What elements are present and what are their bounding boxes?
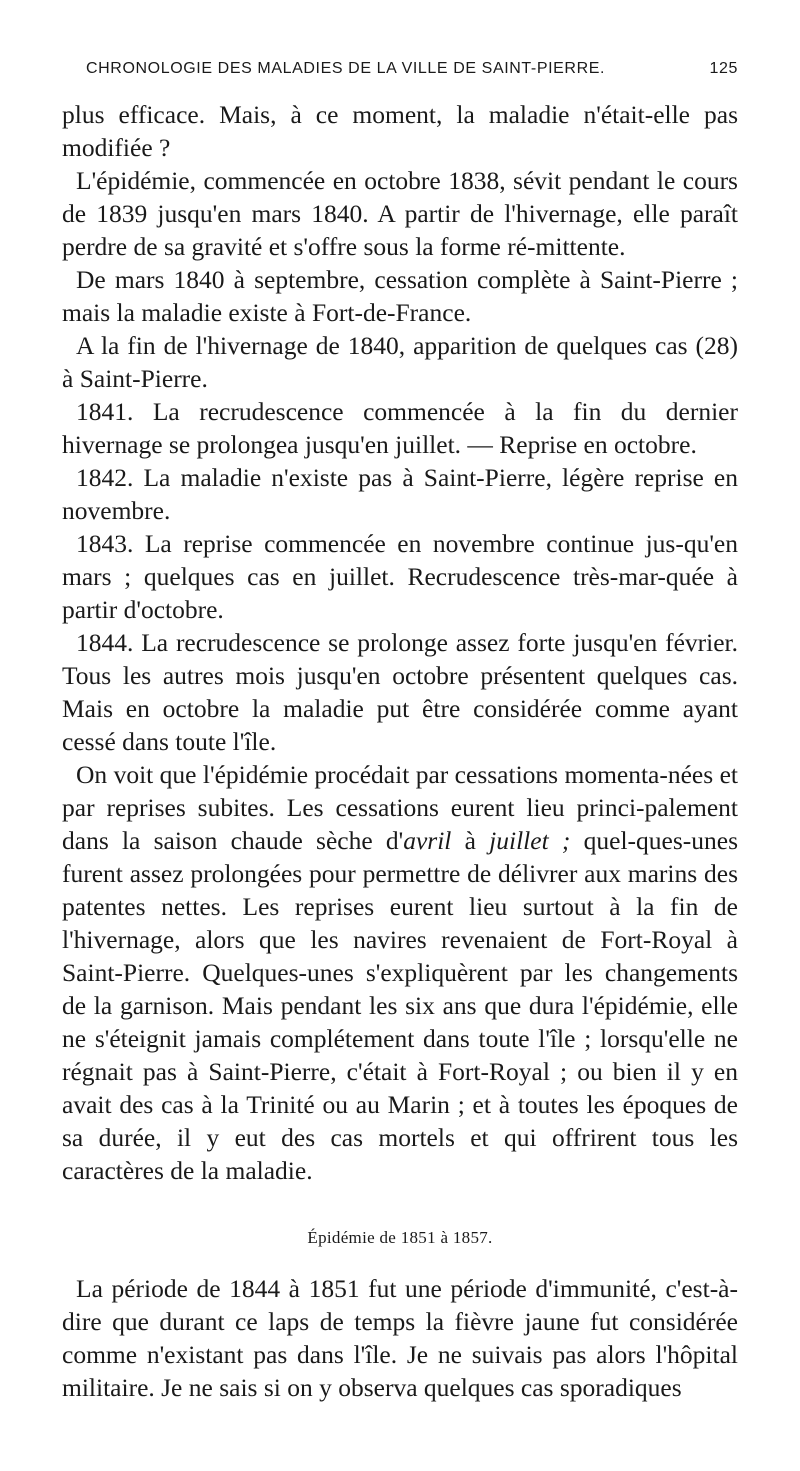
italic-avril: avril — [403, 826, 452, 855]
summary-text-1: On voit que l'épidémie procédait par cessations momenta-nées et par reprises subites. Les cessations eurent lieu princi-palement dans la saison chaude sèche d' — [62, 760, 738, 855]
paragraph: De mars 1840 à septembre, cessation complète à Saint-Pierre ; mais la maladie existe à Fort-de-France. — [62, 265, 738, 327]
italic-juillet: juillet ; — [489, 826, 571, 855]
running-head-title: CHRONOLOGIE DES MALADIES DE LA VILLE DE SAINT-PIERRE. — [86, 60, 606, 77]
book-page — [62, 60, 738, 1404]
running-head — [86, 60, 738, 98]
summary-text-3: quel-ques-unes furent assez prolongées pour permettre de délivrer aux marins des patentes nettes. Les reprises eurent lieu surtout à la fin de l'hivernage, alors que les navires revenaient de Fort-Royal à Saint-Pierre. Quelques-unes s'expliquèrent par les changements de la garnison. Mais pendant les six ans que dura l'épidémie, elle ne s'éteignit jamais complétement dans toute l'île ; lorsqu'elle ne régnait pas à Saint-Pierre, c'était à Fort-Royal ; ou bien il y en avait des cas à la Trinité ou au Marin ; et à toutes les époques de sa durée, il y eut des cas mortels et qui offrirent tous les caractères de la maladie. — [62, 826, 738, 1185]
paragraph-1843: 1843. La reprise commencée en novembre continue jus-qu'en mars ; quelques cas en juillet. Recrudescence très-mar-quée à partir d'octobre. — [62, 529, 738, 624]
paragraph-1844: 1844. La recrudescence se prolonge assez forte jusqu'en février. Tous les autres mois jusqu'en octobre présentent quelques cas. Mais en octobre la maladie put être considérée comme ayant cessé dans toute l'île. — [62, 628, 738, 756]
paragraph: plus efficace. Mais, à ce moment, la maladie n'était-elle pas modifiée ? — [62, 100, 738, 162]
page-number: 125 — [709, 60, 738, 77]
section-heading: Épidémie de 1851 à 1857. — [307, 1228, 493, 1247]
paragraph-1842: 1842. La maladie n'existe pas à Saint-Pierre, légère reprise en novembre. — [62, 463, 738, 525]
body-text — [62, 98, 738, 1404]
paragraph: L'épidémie, commencée en octobre 1838, sévit pendant le cours de 1839 jusqu'en mars 1840. A partir de l'hivernage, elle paraît perdre de sa gravité et s'offre sous la forme ré-mittente. — [62, 166, 738, 261]
paragraph-summary — [62, 758, 738, 1187]
paragraph: A la fin de l'hivernage de 1840, apparition de quelques cas (28) à Saint-Pierre. — [62, 331, 738, 393]
summary-text-2: à — [451, 826, 490, 855]
paragraph-1841: 1841. La recrudescence commencée à la fin du dernier hivernage se prolongea jusqu'en juillet. — Reprise en octobre. — [62, 397, 738, 459]
paragraph-immunity: La période de 1844 à 1851 fut une période d'immunité, c'est-à-dire que durant ce laps de temps la fièvre jaune fut considérée comme n'existant pas dans l'île. Je ne suivais pas alors l'hôpital militaire. Je ne sais si on y observa quelques cas sporadiques — [62, 1274, 738, 1402]
